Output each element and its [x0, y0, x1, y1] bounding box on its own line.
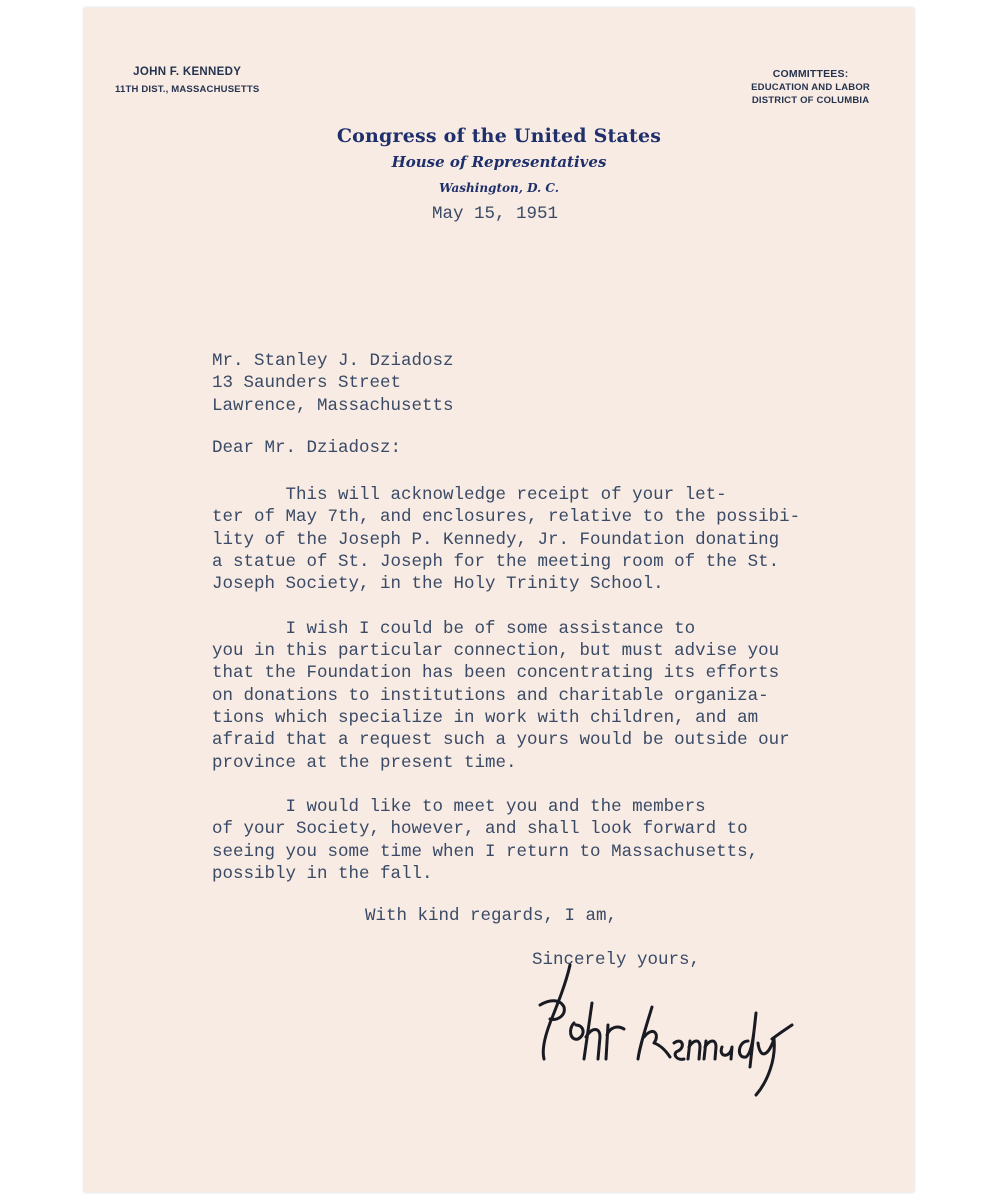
- letter-date: May 15, 1951: [432, 204, 559, 224]
- body-paragraph-2: I wish I could be of some assistance to you in this particular connection, but must advise you that the Foundation has been concentrating its efforts on donations to institutions and charitable organiza- tions which specialize in work with children, and am afraid that a request such a yours would be outside our province at the present time.: [212, 618, 790, 773]
- letterhead-city: Washington, D. C.: [439, 181, 559, 195]
- signoff: Sincerely yours,: [532, 950, 701, 970]
- committee-dc: DISTRICT OF COLUMBIA: [751, 95, 870, 106]
- body-paragraph-3: I would like to meet you and the members of your Society, however, and shall look forward to seeing you some time when I return to Massachusetts, possibly in the fall.: [212, 797, 759, 885]
- letter-sheet: [84, 8, 914, 1192]
- committee-education: EDUCATION AND LABOR: [751, 82, 870, 93]
- handwritten-signature: [534, 963, 794, 1103]
- salutation: Dear Mr. Dziadosz:: [212, 438, 402, 458]
- letterhead-name: JOHN F. KENNEDY: [133, 66, 242, 78]
- letterhead-committees: [751, 68, 870, 107]
- letter-body: [212, 484, 852, 908]
- letterhead-center: [84, 123, 914, 201]
- letterhead-congress: Congress of the United States: [336, 125, 662, 147]
- recipient-address: [212, 350, 454, 417]
- recipient-name: Mr. Stanley J. Dziadosz: [212, 351, 454, 371]
- letterhead-house: House of Representatives: [391, 153, 607, 171]
- recipient-street: 13 Saunders Street: [212, 373, 402, 394]
- committees-header: COMMITTEES:: [772, 68, 849, 80]
- recipient-city: Lawrence, Massachusetts: [212, 395, 454, 416]
- body-paragraph-1: This will acknowledge receipt of your let- ter of May 7th, and enclosures, relative to the possibi- lity of the Joseph P. Kennedy, Jr. Foundation donating a statue of St. Joseph for the meeting room of the St. Joseph Society, in the Holy Trinity School.: [212, 485, 801, 595]
- letterhead-district: 11TH DIST., MASSACHUSETTS: [115, 84, 260, 95]
- letterhead-left: [115, 64, 259, 98]
- closing-line: With kind regards, I am,: [365, 906, 618, 926]
